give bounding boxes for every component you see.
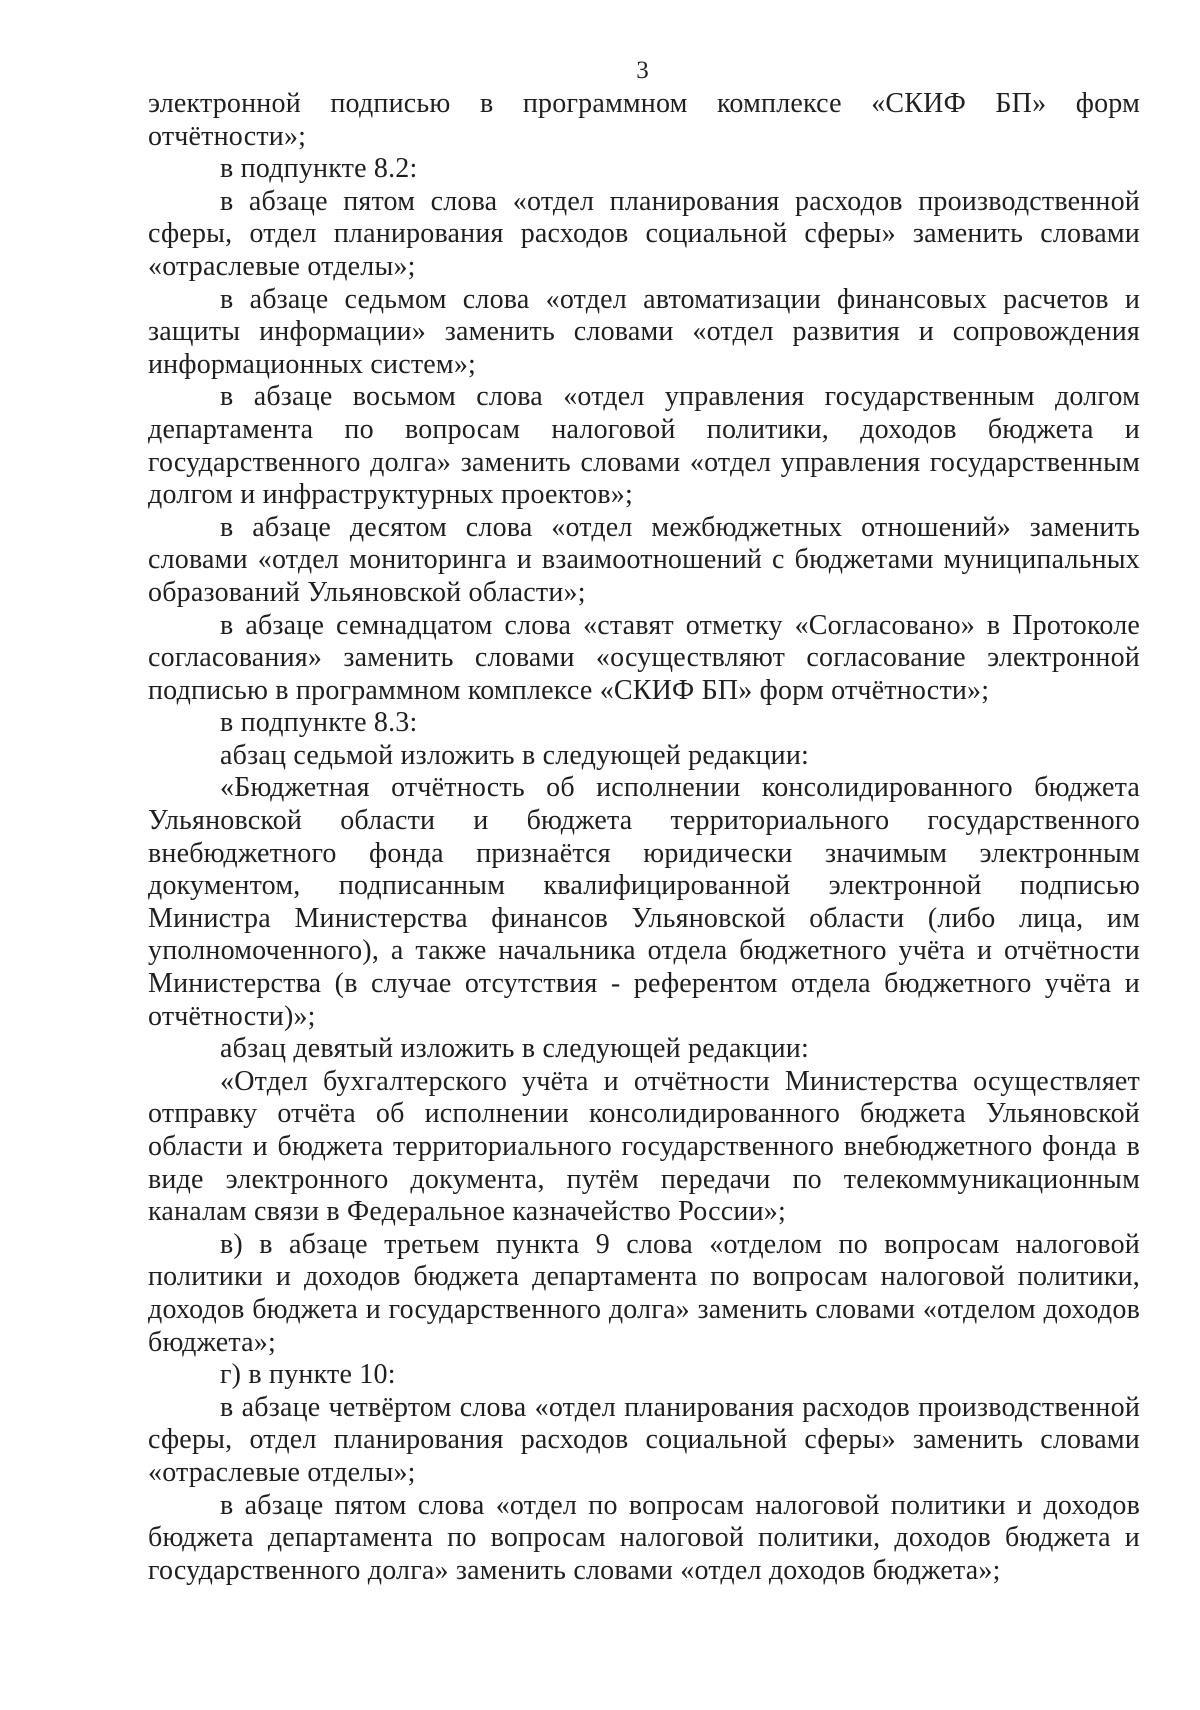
paragraph: электронной подписью в программном комплексе «СКИФ БП» форм отчётности»; [148,88,1140,152]
paragraph: в) в абзаце третьем пункта 9 слова «отделом по вопросам налоговой политики и доходов бюджета департамента по вопросам налоговой политики, доходов бюджета и государственного долга» заменить словами «отделом доходов бюджета»; [148,1228,1140,1358]
paragraph: в абзаце пятом слова «отдел по вопросам налоговой политики и доходов бюджета департамента по вопросам налоговой политики, доходов бюджета и государственного долга» заменить словами «отдел доходов бюджета»; [148,1489,1140,1586]
paragraph: абзац девятый изложить в следующей редакции: [220,1033,809,1065]
document-body [148,88,1140,1587]
paragraph: «Отдел бухгалтерского учёта и отчётности Министерства осуществляет отправку отчёта об исполнении консолидированного бюджета Ульяновской области и бюджета территориального государственного внебюджетного фонда в виде электронного документа, путём передачи по телекоммуникационным каналам связи в Федеральное казначейство России»; [148,1065,1140,1228]
paragraph: в абзаце седьмом слова «отдел автоматизации финансовых расчетов и защиты информации» заменить словами «отдел развития и сопровождения информационных систем»; [148,283,1140,380]
paragraph: г) в пункте 10: [220,1359,396,1391]
paragraph: в абзаце восьмом слова «отдел управления государственным долгом департамента по вопросам налоговой политики, доходов бюджета и государственного долга» заменить словами «отдел управления государственным долгом и инфраструктурных проектов»; [148,381,1140,511]
paragraph: в подпункте 8.2: [220,153,418,185]
page-number: 3 [636,57,649,84]
paragraph: в абзаце четвёртом слова «отдел планирования расходов производственной сферы, отдел планирования расходов социальной сферы» заменить словами «отраслевые отделы»; [148,1391,1140,1488]
paragraph: абзац седьмой изложить в следующей редакции: [220,739,810,771]
paragraph: в абзаце семнадцатом слова «ставят отметку «Согласовано» в Протоколе согласования» заменить словами «осуществляют согласование электронной подписью в программном комплексе «СКИФ БП» форм отчётности»; [148,609,1140,706]
paragraph: «Бюджетная отчётность об исполнении консолидированного бюджета Ульяновской области и бюджета территориального государственного внебюджетного фонда признаётся юридически значимым электронным документом, подписанным квалифицированной электронной подписью Министра Министерства финансов Ульяновской области (либо лица, им уполномоченного), а также начальника отдела бюджетного учёта и отчётности Министерства (в случае отсутствия - референтом отдела бюджетного учёта и отчётности)»; [148,772,1140,1032]
paragraph: в абзаце пятом слова «отдел планирования расходов производственной сферы, отдел планирования расходов социальной сферы» заменить словами «отраслевые отделы»; [148,185,1140,282]
paragraph: в подпункте 8.3: [220,707,418,739]
paragraph: в абзаце десятом слова «отдел межбюджетных отношений» заменить словами «отдел мониторинга и взаимоотношений с бюджетами муниципальных образований Ульяновской области»; [148,511,1140,608]
